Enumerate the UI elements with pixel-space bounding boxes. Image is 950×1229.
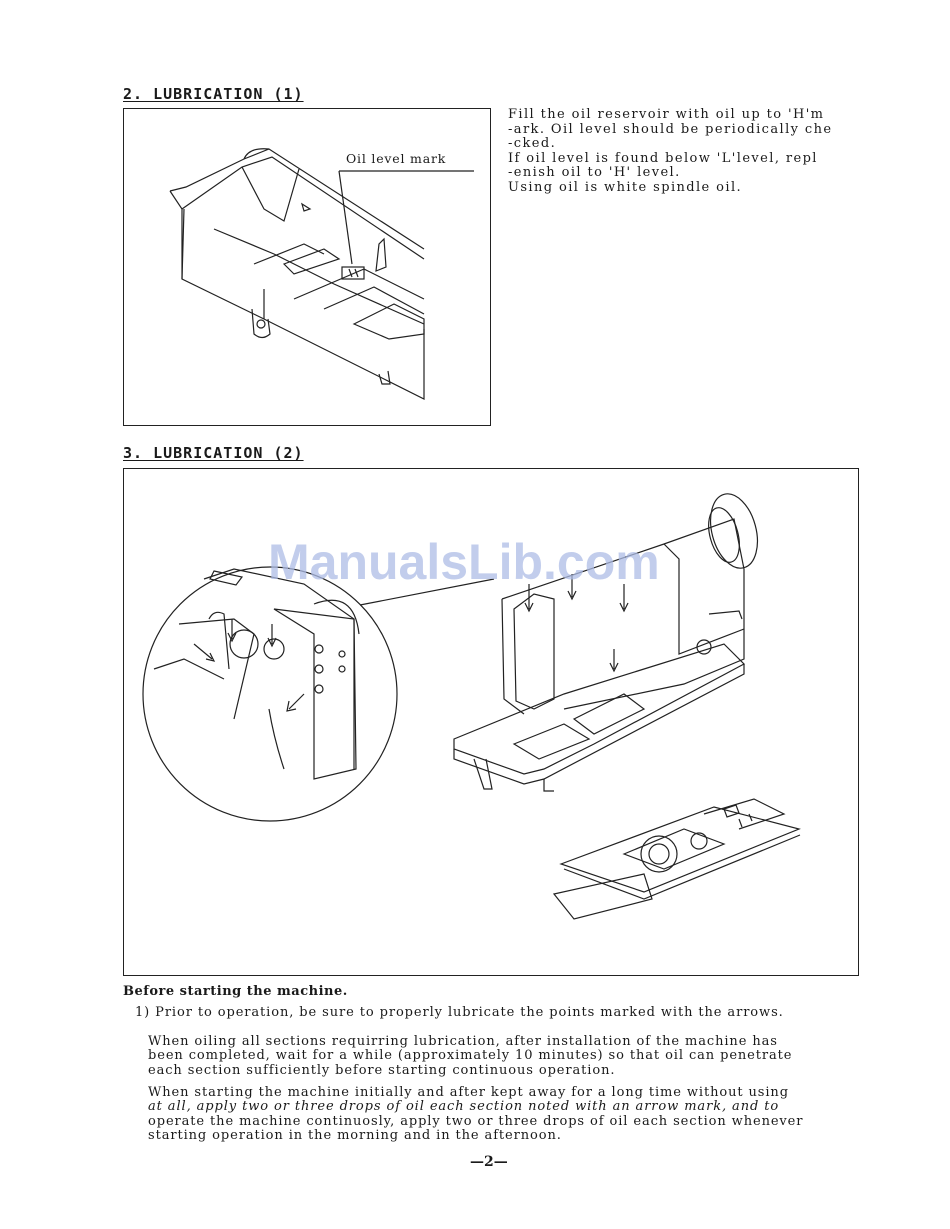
description-line: Fill the oil reservoir with oil up to 'H'm [508,107,825,122]
paragraph-line: When oiling all sections requirring lubrication, after installation of the machine has [148,1034,778,1049]
before-starting-heading: Before starting the machine. [123,984,348,999]
item-1-paragraph [135,1006,784,1020]
paragraph-line: been completed, wait for a while (approximately 10 minutes) so that oil can penetrate [148,1048,793,1064]
paragraph-line: 1) Prior to operation, be sure to properly lubricate the points marked with the arrows. [135,1005,784,1020]
paragraph-line: each section sufficiently before starting continuous operation. [148,1062,616,1078]
paragraph-line: at all, apply two or three drops of oil each section noted with an arrow mark, and to [148,1099,780,1115]
oil-reservoir-figure [123,108,491,426]
description-line: Using oil is white spindle oil. [508,179,743,195]
paragraph-line: starting operation in the morning and in the afternoon. [148,1128,562,1144]
page-number: —2— [470,1154,508,1170]
starting-paragraph [148,1086,803,1144]
manualslib-watermark: ManualsLib.com [268,534,660,590]
lubrication-1-description [508,108,868,196]
oil-level-mark-callout: Oil level mark [346,151,447,166]
detail-circle [143,567,397,821]
description-line: If oil level is found below 'L'level, repl [508,150,818,166]
description-line: -enish oil to 'H' level. [508,165,681,181]
section-title-lubrication-1: 2. LUBRICATION (1) [123,85,304,103]
paragraph-line: operate the machine continuosly, apply two or three drops of oil each section whenever [148,1113,804,1129]
oiling-paragraph [148,1035,792,1078]
sewing-machine-figure [123,468,859,976]
description-line: -ark. Oil level should be periodically che [508,121,833,137]
section-title-lubrication-2: 3. LUBRICATION (2) [123,444,304,462]
paragraph-line: When starting the machine initially and after kept away for a long time without using [148,1085,789,1100]
description-line: -cked. [508,136,557,152]
